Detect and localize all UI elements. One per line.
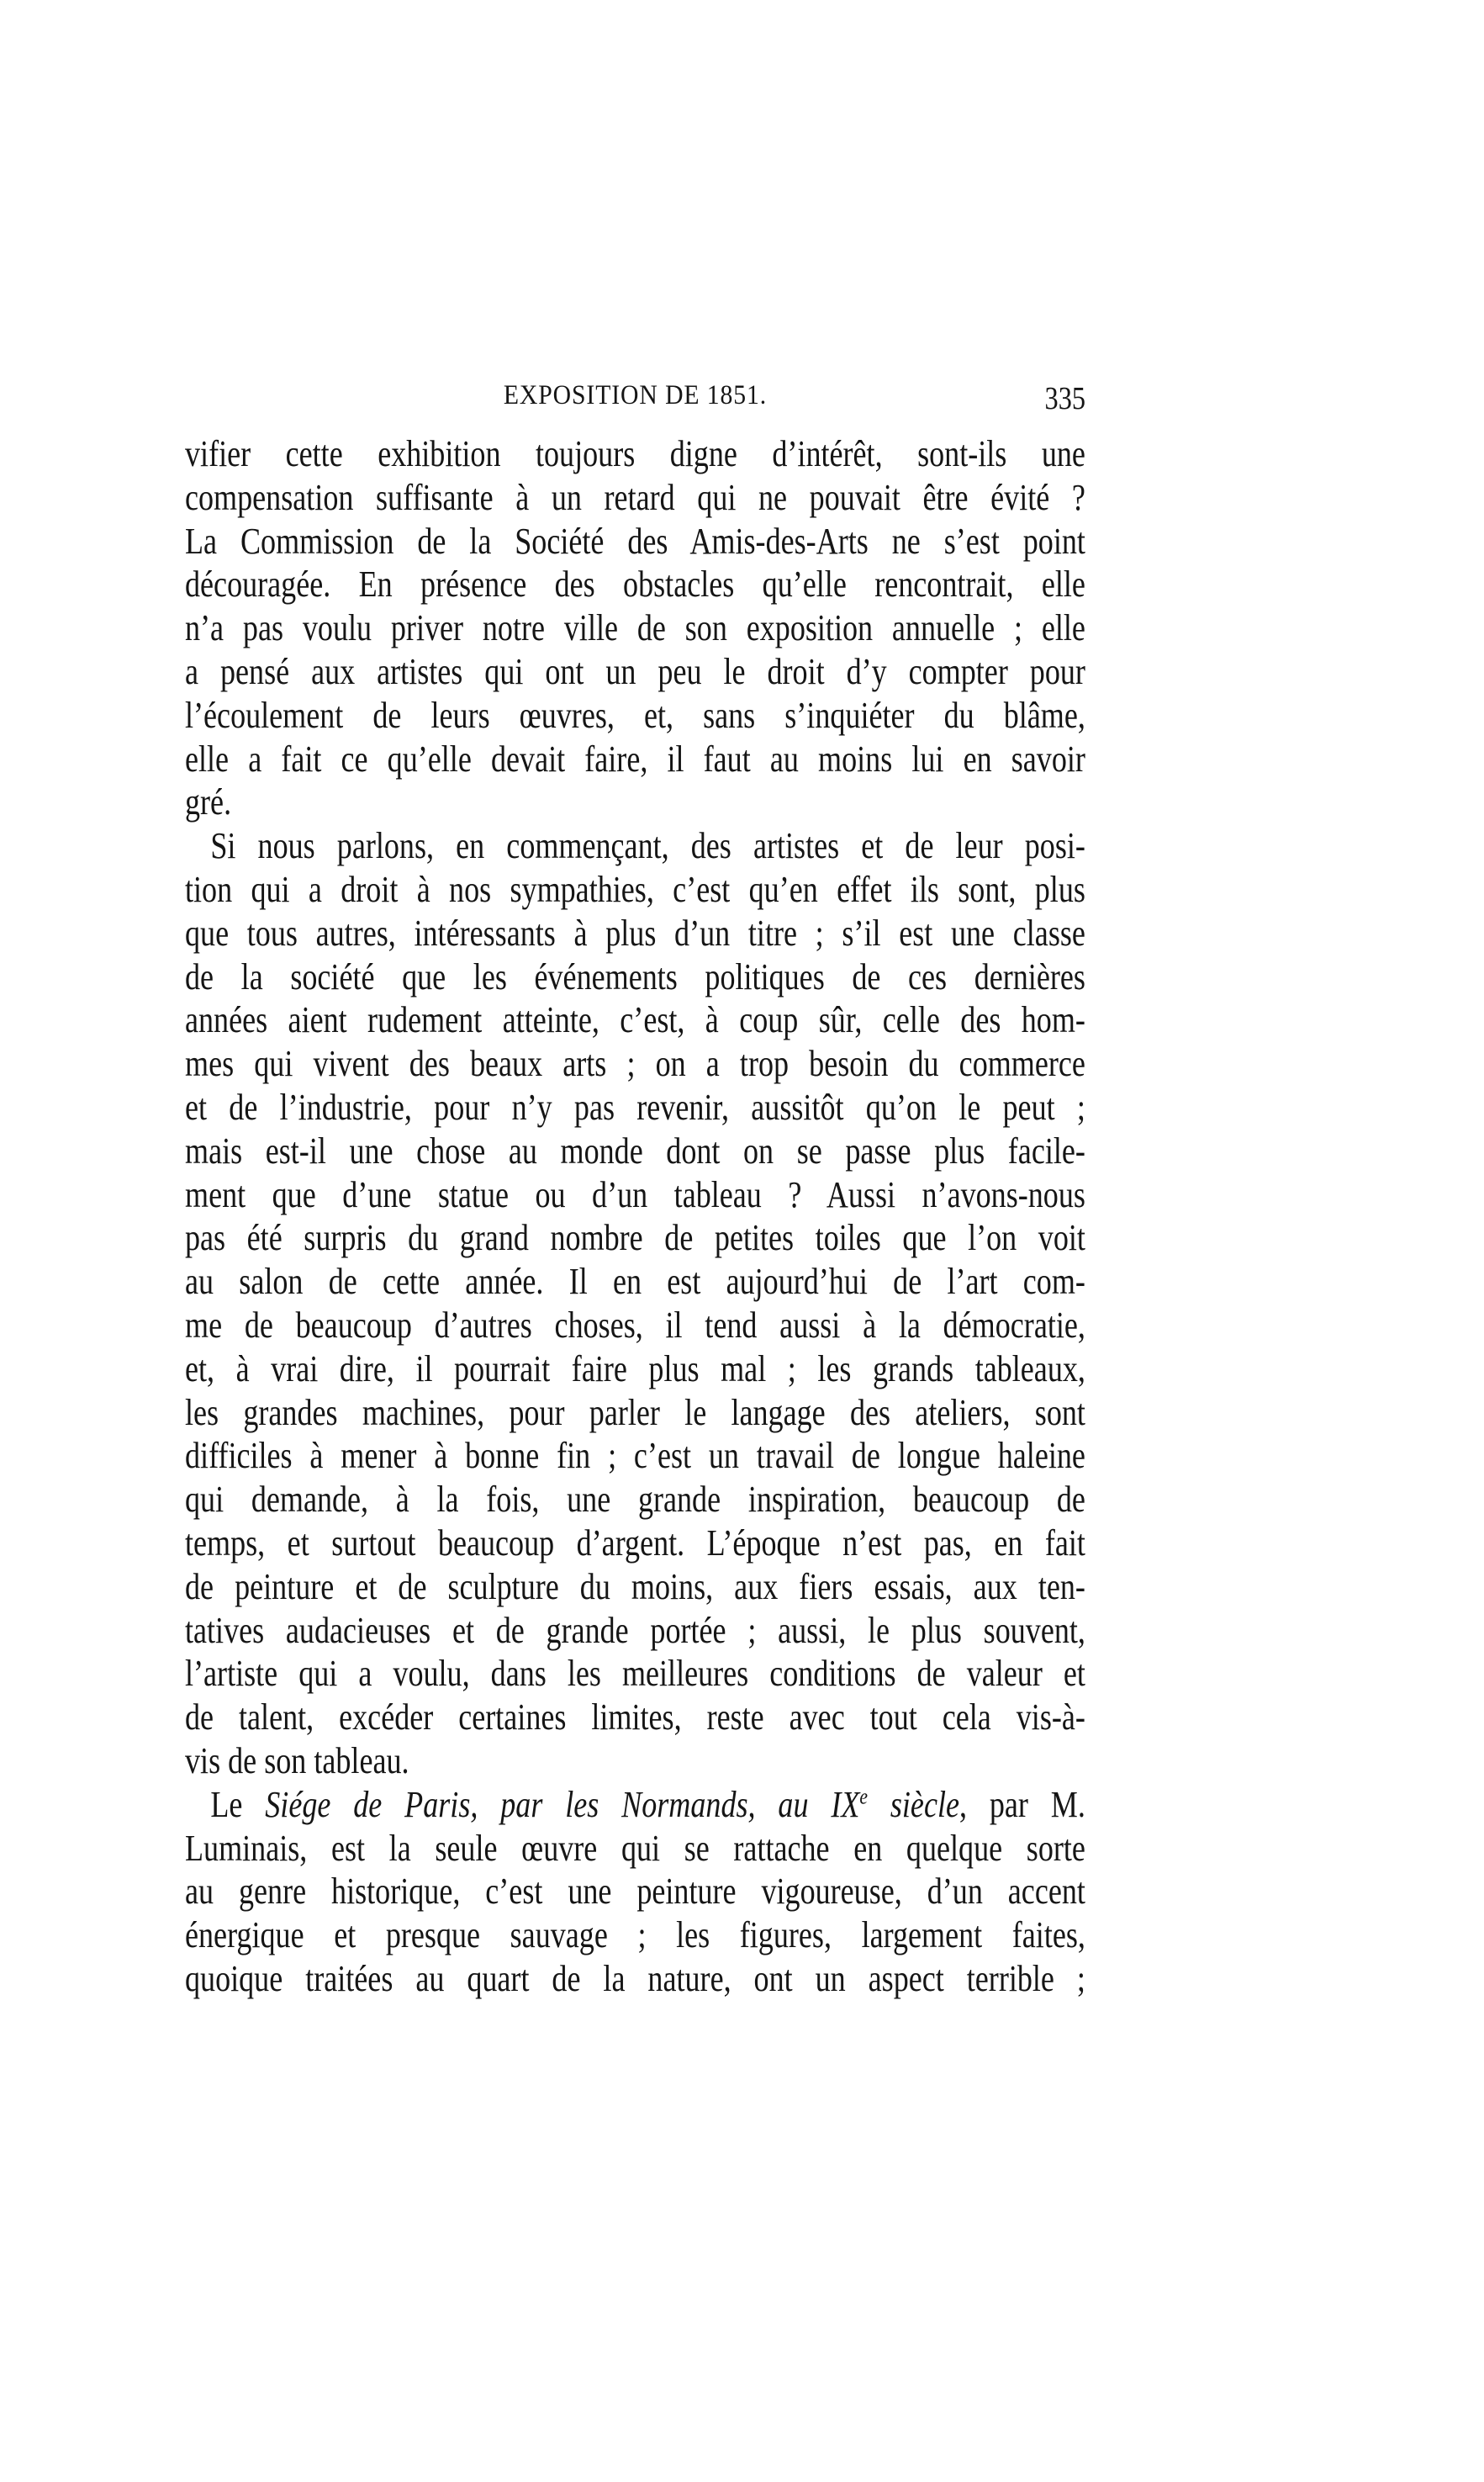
text-line: et, à vrai dire, il pourrait faire plus mal ; les grands tableaux, (185, 1347, 1085, 1389)
text-line (185, 1783, 1085, 1827)
text-line: mes qui vivent des beaux arts ; on a trop besoin du commerce (185, 1043, 1085, 1085)
italic-title-segment: Siége de Paris, par les Normands, au IX (265, 1783, 860, 1825)
text-line: me de beaucoup d’autres choses, il tend aussi à la démocratie, (185, 1304, 1085, 1346)
text-line: vifier cette exhibition toujours digne d’intérêt, sont-ils une (185, 433, 1085, 474)
text-line: pas été surpris du grand nombre de petites toiles que l’on voit (185, 1217, 1085, 1259)
text-line: quoique traitées au quart de la nature, ont un aspect terrible ; (185, 1957, 1085, 1999)
text-line: au genre historique, c’est une peinture vigoureuse, d’un accent (185, 1871, 1085, 1913)
text-line: Luminais, est la seule œuvre qui se rattache en quelque sorte (185, 1827, 1085, 1869)
text-line: au salon de cette année. Il en est aujourd’hui de l’art com- (185, 1261, 1085, 1303)
text-line: tatives audacieuses et de grande portée ; aussi, le plus souvent, (185, 1609, 1085, 1651)
text-line: mais est-il une chose au monde dont on se passe plus facile- (185, 1130, 1085, 1172)
body-text (185, 432, 1085, 2001)
text-segment: Le (210, 1783, 266, 1825)
text-line: l’artiste qui a voulu, dans les meilleures conditions de valeur et (185, 1653, 1085, 1695)
text-line: années aient rudement atteinte, c’est, à coup sûr, celle des hom- (185, 999, 1085, 1041)
text-line: tion qui a droit à nos sympathies, c’est qu’en effet ils sont, plus (185, 868, 1085, 910)
paragraph (185, 432, 1085, 824)
text-line: de peinture et de sculpture du moins, aux fiers essais, aux ten- (185, 1565, 1085, 1607)
italic-title-segment: siècle (868, 1783, 960, 1825)
text-line: vis de son tableau. (185, 1739, 409, 1781)
text-line: n’a pas voulu priver notre ville de son exposition annuelle ; elle (185, 607, 1085, 649)
text-segment: , par M. (959, 1783, 1085, 1825)
text-line: les grandes machines, pour parler le langage des ateliers, sont (185, 1391, 1085, 1433)
text-line: que tous autres, intéressants à plus d’un titre ; s’il est une classe (185, 912, 1085, 954)
text-line: Si nous parlons, en commençant, des artistes et de leur posi- (210, 825, 1085, 867)
text-line: temps, et surtout beaucoup d’argent. L’époque n’est pas, en fait (185, 1521, 1085, 1564)
paragraph (185, 1783, 1085, 2001)
text-line: de la société que les événements politiques de ces dernières (185, 955, 1085, 998)
text-line: ment que d’une statue ou d’un tableau ? Aussi n’avons-nous (185, 1173, 1085, 1215)
text-line: compensation suffisante à un retard qui ne pouvait être évité ? (185, 476, 1085, 518)
text-line: La Commission de la Société des Amis-des-Arts ne s’est point (185, 520, 1085, 562)
text-line: elle a fait ce qu’elle devait faire, il faut au moins lui en savoir (185, 738, 1085, 780)
text-line: l’écoulement de leurs œuvres, et, sans s’inquiéter du blâme, (185, 694, 1085, 736)
running-title: EXPOSITION DE 1851. (503, 380, 768, 410)
text-line: difficiles à mener à bonne fin ; c’est un travail de longue haleine (185, 1435, 1085, 1477)
text-line: découragée. En présence des obstacles qu’elle rencontrait, elle (185, 564, 1085, 606)
italic-title-segment: e (859, 1783, 869, 1809)
paragraph (185, 824, 1085, 1783)
text-line: qui demande, à la fois, une grande inspiration, beaucoup de (185, 1479, 1085, 1521)
text-line: gré. (185, 781, 232, 823)
page-number: 335 (1044, 381, 1085, 416)
running-header (185, 380, 1085, 422)
text-line: et de l’industrie, pour n’y pas revenir, aussitôt qu’on le peut ; (185, 1086, 1085, 1128)
text-line: de talent, excéder certaines limites, reste avec tout cela vis-à- (185, 1696, 1085, 1738)
text-line: énergique et presque sauvage ; les figures, largement faites, (185, 1914, 1085, 1956)
text-line: a pensé aux artistes qui ont un peu le droit d’y compter pour (185, 650, 1085, 692)
